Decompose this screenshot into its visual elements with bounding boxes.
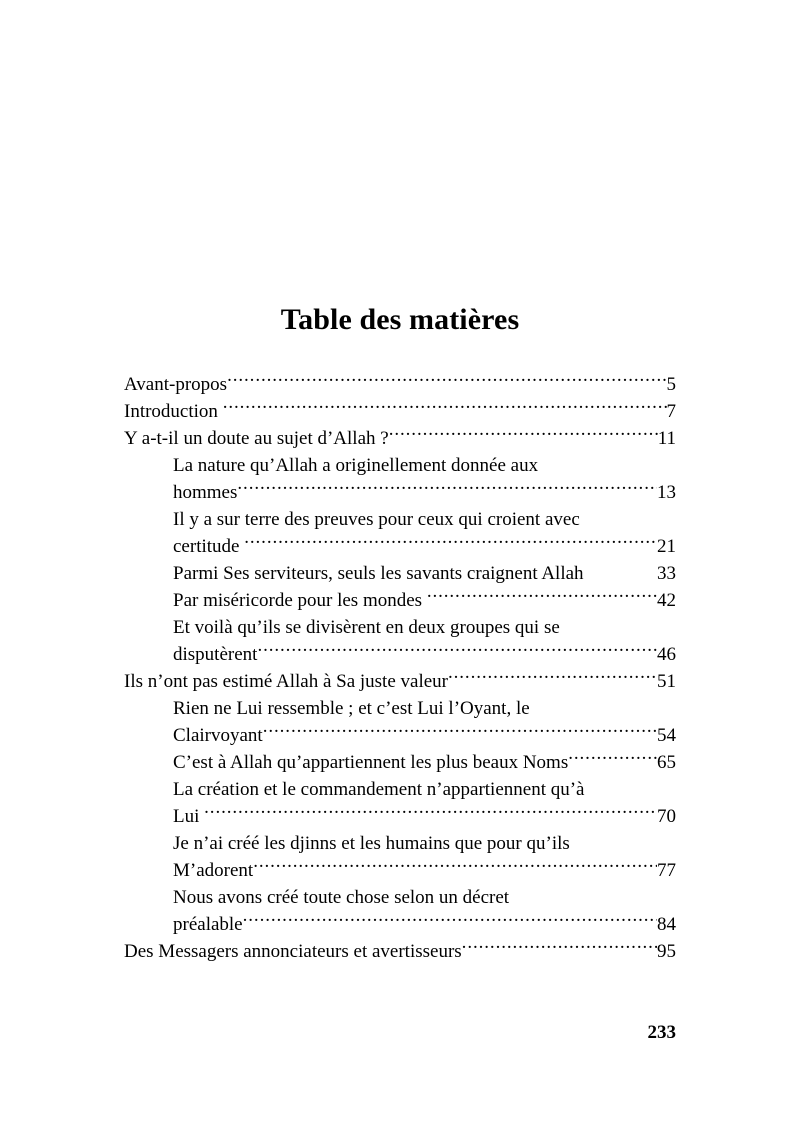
toc-entry-label: La création et le commandement n’appartiennent qu’à (173, 779, 585, 800)
toc-page-number: 21 (657, 536, 676, 557)
toc-entry[interactable] (124, 560, 676, 587)
toc-entry-label: La nature qu’Allah a originellement donnée aux (173, 455, 539, 476)
toc-dot-leader (462, 938, 657, 957)
table-of-contents-list (124, 371, 676, 965)
toc-entry[interactable] (124, 668, 676, 695)
toc-entry-label: Y a-t-il un doute au sujet d’Allah ? (124, 428, 389, 449)
page-number: 233 (647, 1022, 676, 1043)
toc-page-number: 54 (657, 725, 676, 746)
toc-page-number: 11 (657, 428, 676, 449)
toc-entry-label: Parmi Ses serviteurs, seuls les savants craignent Allah (173, 563, 589, 584)
toc-entry[interactable] (124, 695, 676, 749)
toc-entry-label-continued: Lui (173, 806, 205, 827)
toc-dot-leader (257, 641, 657, 660)
toc-entry-label: Il y a sur terre des preuves pour ceux qui croient avec (173, 509, 580, 530)
toc-entry-label-continued: M’adorent (173, 860, 254, 881)
toc-page-number: 77 (657, 860, 676, 881)
toc-page-number: 5 (666, 374, 676, 395)
toc-entry-label: Et voilà qu’ils se divisèrent en deux groupes qui se (173, 617, 560, 638)
toc-entry[interactable] (124, 587, 676, 614)
toc-entry-label: Avant-propos (124, 374, 228, 395)
toc-dot-leader (448, 668, 657, 687)
toc-entry-label: Introduction (124, 401, 223, 422)
toc-entry[interactable] (124, 749, 676, 776)
toc-entry[interactable] (124, 452, 676, 506)
toc-entry[interactable] (124, 398, 676, 425)
toc-entry[interactable] (124, 776, 676, 830)
toc-entry-label-continued: Clairvoyant (173, 725, 263, 746)
toc-entry[interactable] (124, 938, 676, 965)
toc-entry-label: Je n’ai créé les djinns et les humains que pour qu’ils (173, 833, 570, 854)
toc-dot-leader (227, 371, 666, 390)
page-title: Table des matières (280, 303, 520, 337)
toc-page-number: 65 (657, 752, 676, 773)
toc-dot-leader (223, 398, 667, 417)
toc-page-number: 13 (657, 482, 676, 503)
toc-dot-leader (389, 425, 658, 444)
toc-entry-label: C’est à Allah qu’appartiennent les plus beaux Noms (173, 752, 569, 773)
toc-entry-label: Par miséricorde pour les mondes (173, 590, 427, 611)
toc-entry-label-continued: certitude (173, 536, 245, 557)
toc-entry-label: Rien ne Lui ressemble ; et c’est Lui l’Oyant, le (173, 698, 530, 719)
toc-entry-label-continued: hommes (173, 482, 238, 503)
toc-dot-leader (263, 722, 657, 741)
toc-page-number: 42 (657, 590, 676, 611)
toc-dot-leader (568, 749, 657, 768)
toc-page-number: 46 (657, 644, 676, 665)
toc-entry[interactable] (124, 425, 676, 452)
toc-dot-leader (253, 857, 657, 876)
toc-entry-label-continued: préalable (173, 914, 243, 935)
toc-entry[interactable] (124, 371, 676, 398)
toc-page-number: 95 (657, 941, 676, 962)
toc-entry[interactable] (124, 830, 676, 884)
toc-dot-leader (243, 911, 657, 930)
toc-dot-leader (204, 803, 657, 822)
toc-page-number: 51 (657, 671, 676, 692)
toc-page-number: 7 (666, 401, 676, 422)
toc-entry[interactable] (124, 884, 676, 938)
toc-entry-label: Des Messagers annonciateurs et avertisseurs (124, 941, 462, 962)
toc-page-number: 33 (657, 563, 676, 584)
toc-dot-leader (588, 560, 657, 579)
toc-dot-leader (244, 533, 657, 552)
toc-entry-label: Nous avons créé toute chose selon un décret (173, 887, 510, 908)
toc-dot-leader (237, 479, 657, 498)
toc-page-number: 84 (657, 914, 676, 935)
toc-entry[interactable] (124, 614, 676, 668)
toc-entry-label-continued: disputèrent (173, 644, 258, 665)
toc-entry[interactable] (124, 506, 676, 560)
toc-dot-leader (427, 587, 657, 606)
toc-entry-label: Ils n’ont pas estimé Allah à Sa juste valeur (124, 671, 448, 692)
toc-page-number: 70 (657, 806, 676, 827)
